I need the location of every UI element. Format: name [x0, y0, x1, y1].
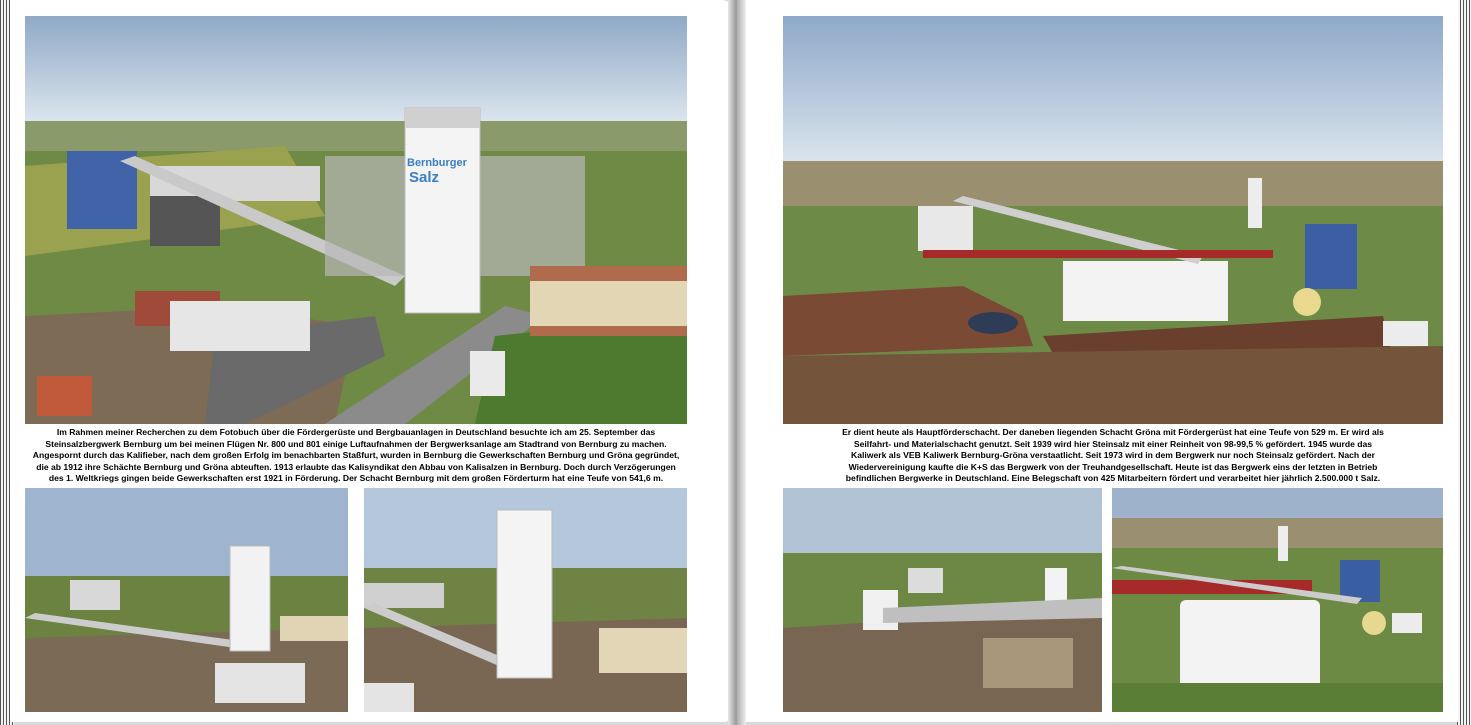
right-page-edge [1457, 0, 1471, 725]
caption-line: Steinsalzbergwerk Bernburg um bei meinen Flügen Nr. 800 und 801 einige Luftaufnahmen der Bergwerksanlage am Stadtrand von Bernburg zu machen. [45, 438, 667, 449]
tower-sign-line1: Bernburger [407, 157, 467, 169]
caption-line: Im Rahmen meiner Recherchen zu dem Fotobuch über die Fördergerüste und Bergbauanlagen in Deutschland besuchte ich am 25. September das [56, 427, 656, 437]
photo-mine-site-distance [783, 488, 1102, 712]
caption-line: Wiedervereinigung kaufte die K+S das Bergwerk von der Treuhandgesellschaft. Heute ist das Bergwerk eins der letzten in Betrieb [848, 461, 1378, 472]
caption-line: Er dient heute als Hauptförderschacht. Der daneben liegenden Schacht Gröna mit Fördergerüst hat eine Teufe von 529 m. Er wird als [842, 427, 1384, 437]
right-page-caption [783, 427, 1443, 485]
main-photo-bernburg-tower [25, 16, 687, 424]
photo-tower-close [364, 488, 687, 712]
main-photo-mine-overview [783, 16, 1443, 424]
caption-line: befindlichen Bergwerke in Deutschland. Eine Belegschaft von 425 Mitarbeitern fördert und verarbeitet hier jährlich 2.500.000 t Salz. [845, 473, 1381, 484]
book-gutter [728, 0, 746, 725]
left-page-caption [25, 427, 687, 485]
photo-tower-wide [25, 488, 348, 712]
caption-line: die ab 1912 ihre Schächte Bernburg und Gröna abteuften. 1913 erlaubte das Kalisyndikat den Abbau von Kalisalzen in Bernburg. Doch durch Verzögerungen [36, 461, 676, 472]
caption-line: des 1. Weltkriegs gingen beide Gewerkschaften erst 1921 in Förderung. Der Schacht Bernburg mit dem großen Förderturm hat eine Teufe von 541,6 m. [48, 473, 664, 484]
tower-sign-line2: Salz [409, 169, 440, 186]
caption-line: Kaliwerk als VEB Kaliwerk Bernburg-Gröna verstaatlicht. Seit 1973 wird in dem Bergwerk nur noch Steinsalz gefördert. Nach der [851, 450, 1375, 461]
caption-line: Angespornt durch das Kalifieber, nach dem großen Erfolg im benachbarten Staßfurt, wurden in Bernburg die Gewerkschaften Bernburg und Gröna gegründet, [32, 450, 680, 461]
caption-line: Seilfahrt- und Materialschacht genutzt. Seit 1939 wird hier Steinsalz mit einer Reinheit von 98-99,5 % gefördert. 1945 wurde das [853, 438, 1373, 449]
photo-storage-hall [1112, 488, 1443, 712]
